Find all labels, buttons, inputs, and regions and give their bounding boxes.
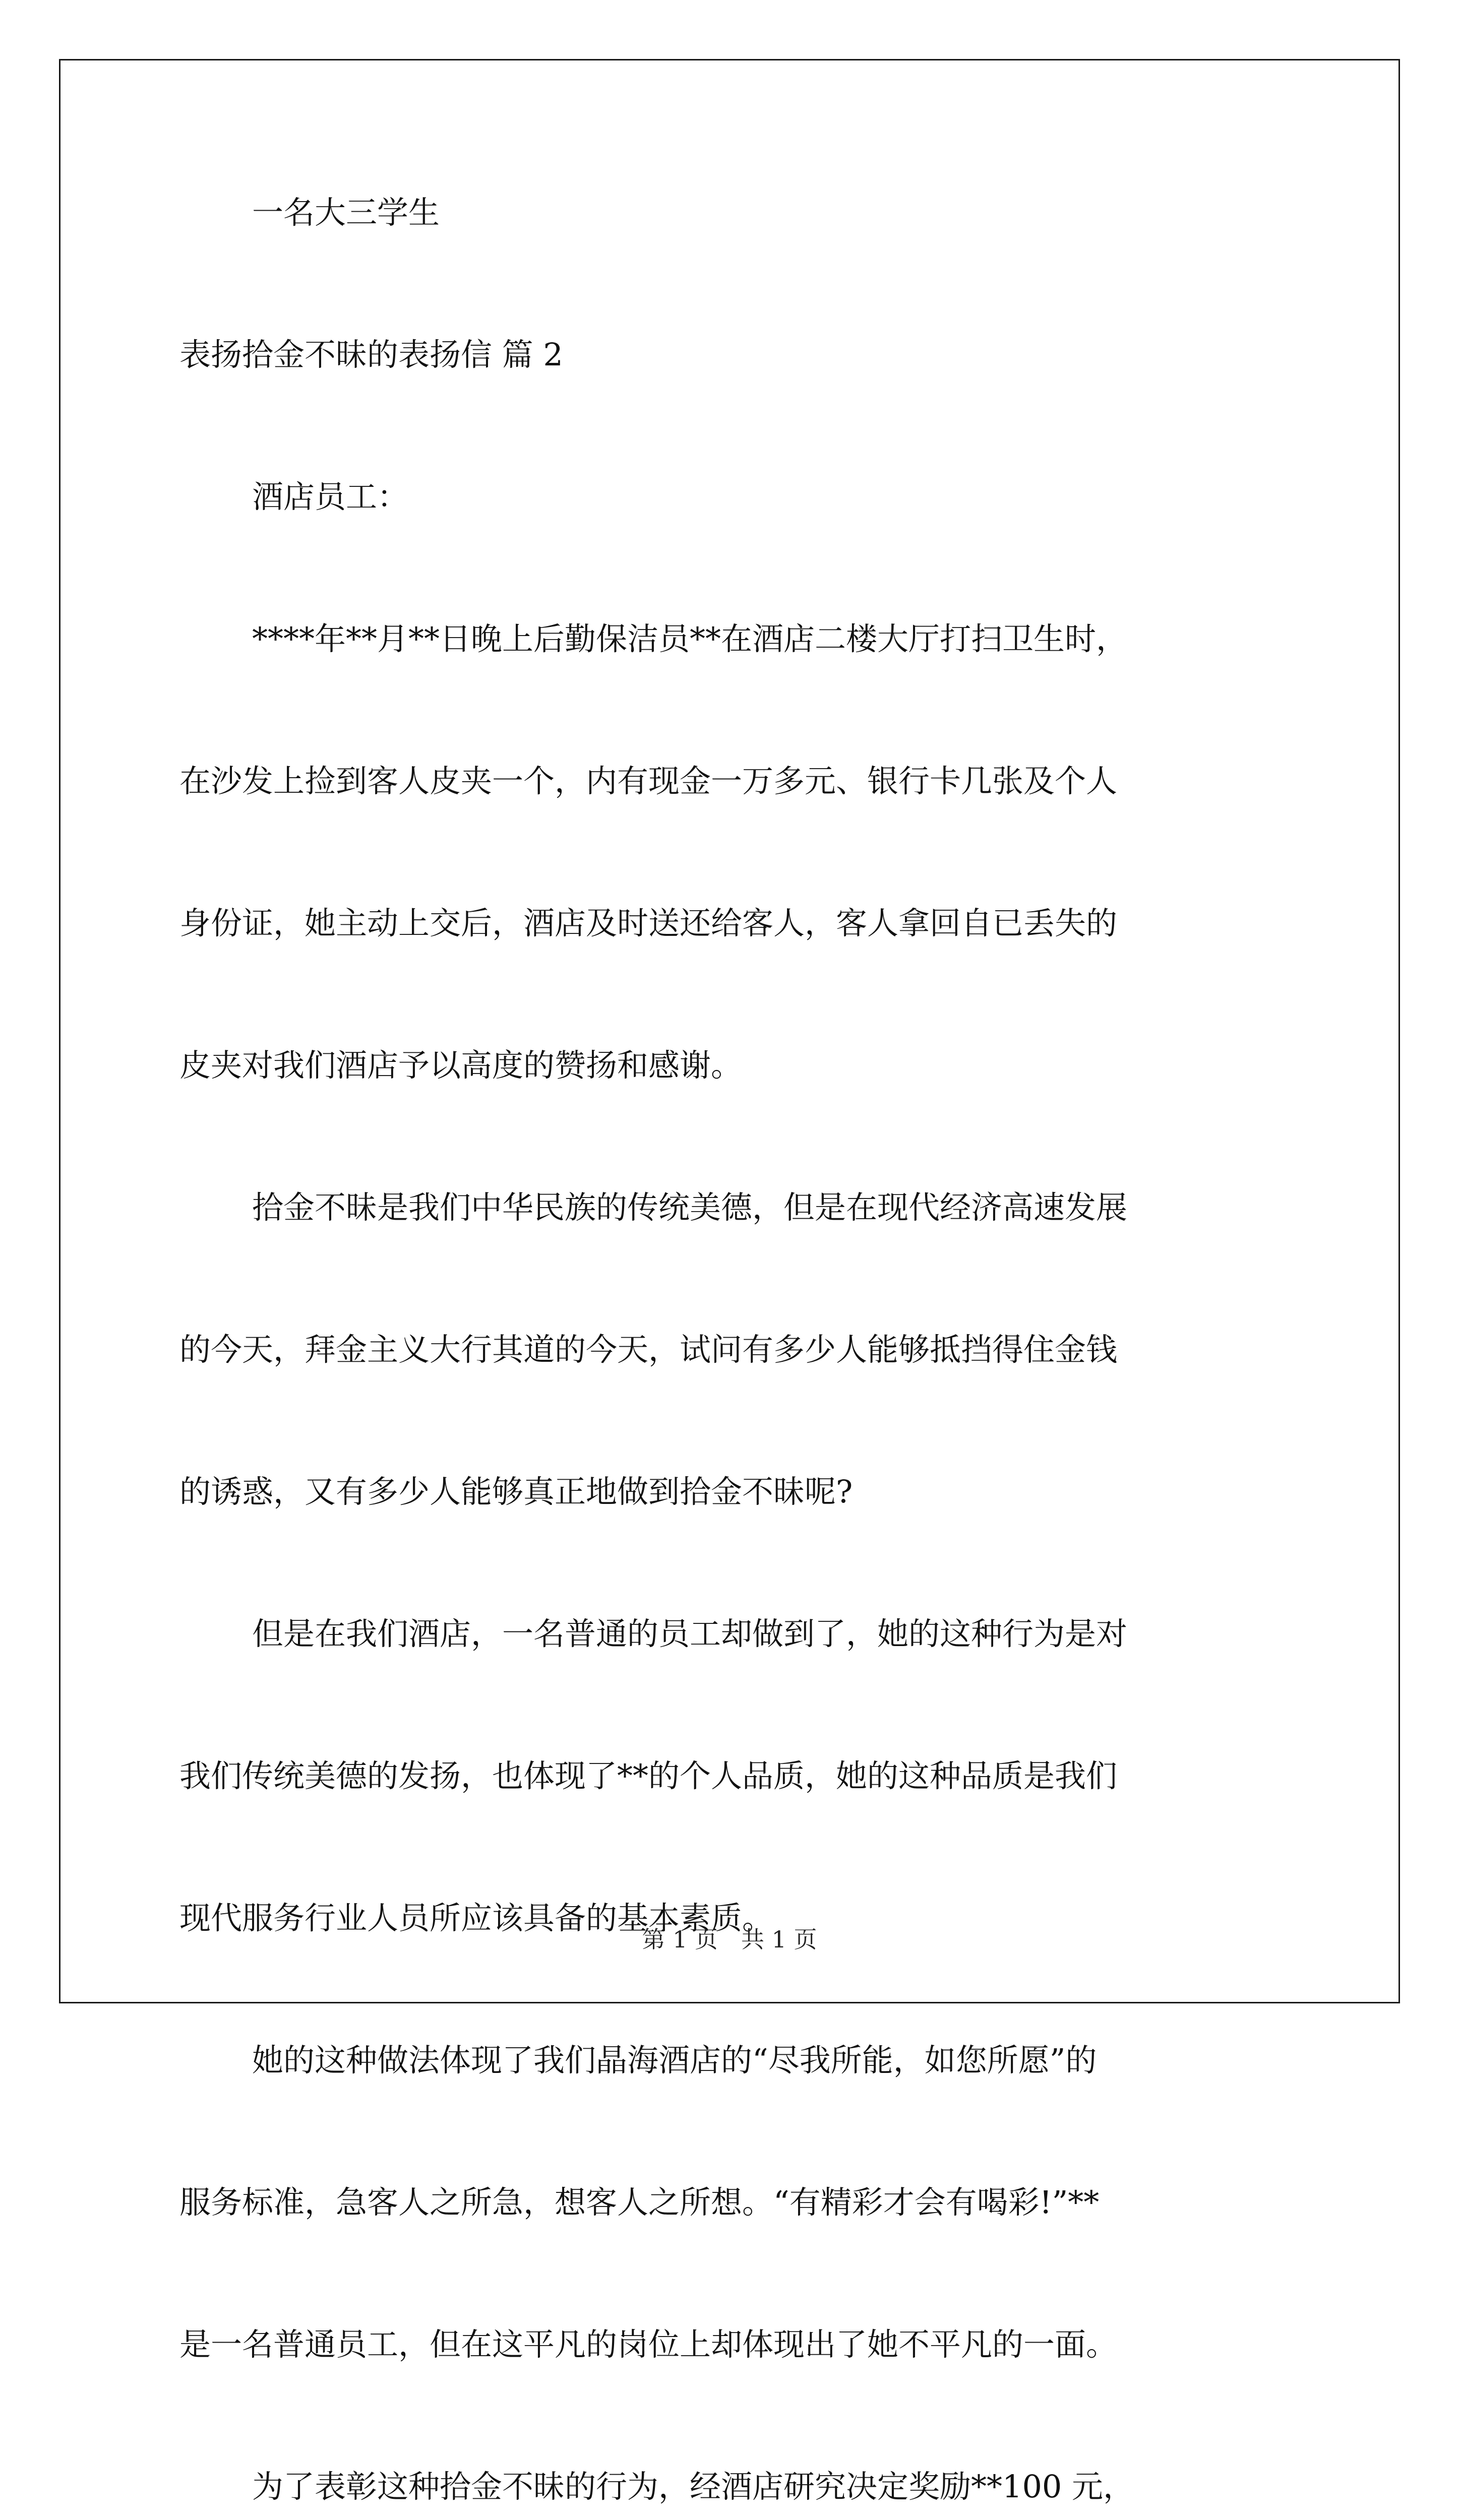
- paragraph-2: [179, 1184, 1284, 1516]
- paragraph-line: 在沙发上捡到客人皮夹一个，内有现金一万多元、银行卡几张及个人: [179, 763, 1118, 799]
- paragraph-line: 现代服务行业人员所应该具备的基本素质。: [179, 1900, 774, 1936]
- page-footer: 第 1 页 共 1 页: [642, 1926, 817, 1953]
- paragraph-line: ****年**月**日晚上后勤保洁员**在酒店二楼大厅打扫卫生时，: [252, 620, 1128, 657]
- paragraph-4: [179, 2037, 1284, 2368]
- salutation: 酒店员工：: [252, 478, 409, 515]
- paragraph-line: 我们传统美德的发扬，也体现了**的个人品质，她的这种品质是我们: [179, 1757, 1118, 1794]
- signature-line: 一名大三学生: [252, 194, 440, 231]
- paragraph-line: 她的这种做法体现了我们晶海酒店的“尽我所能，如您所愿”的: [252, 2042, 1097, 2078]
- letter-heading: 表扬拾金不昧的表扬信 篇 2: [179, 336, 563, 373]
- paragraph-line: 服务标准，急客人之所急，想客人之所想。“有精彩才会有喝彩!”**: [179, 2184, 1100, 2221]
- paragraph-line: 是一名普通员工，但在这平凡的岗位上却体现出了她不平凡的一面。: [179, 2326, 1118, 2363]
- paragraph-5: [179, 2463, 1284, 2510]
- paragraph-line: 的今天，拜金主义大行其道的今天，试问有多少人能够抵挡得住金钱: [179, 1331, 1118, 1368]
- paragraph-line: 的诱惑，又有多少人能够真正地做到拾金不昧呢?: [179, 1473, 853, 1510]
- paragraph-3: [179, 1610, 1284, 1942]
- paragraph-line: 但是在我们酒店，一名普通的员工却做到了，她的这种行为是对: [252, 1615, 1128, 1652]
- document-body: [179, 189, 1284, 2520]
- paragraph-line: 拾金不昧是我们中华民族的传统美德，但是在现代经济高速发展: [252, 1189, 1128, 1226]
- paragraph-line: 皮夹对我们酒店予以高度的赞扬和感谢。: [179, 1047, 743, 1084]
- paragraph-1: [179, 615, 1284, 1089]
- paragraph-line: 身份证，她主动上交后，酒店及时送还给客人，客人拿回自已丢失的: [179, 905, 1118, 941]
- paragraph-line: 为了表彰这种拾金不昧的行为，经酒店研究决定奖励**100 元，: [252, 2468, 1135, 2505]
